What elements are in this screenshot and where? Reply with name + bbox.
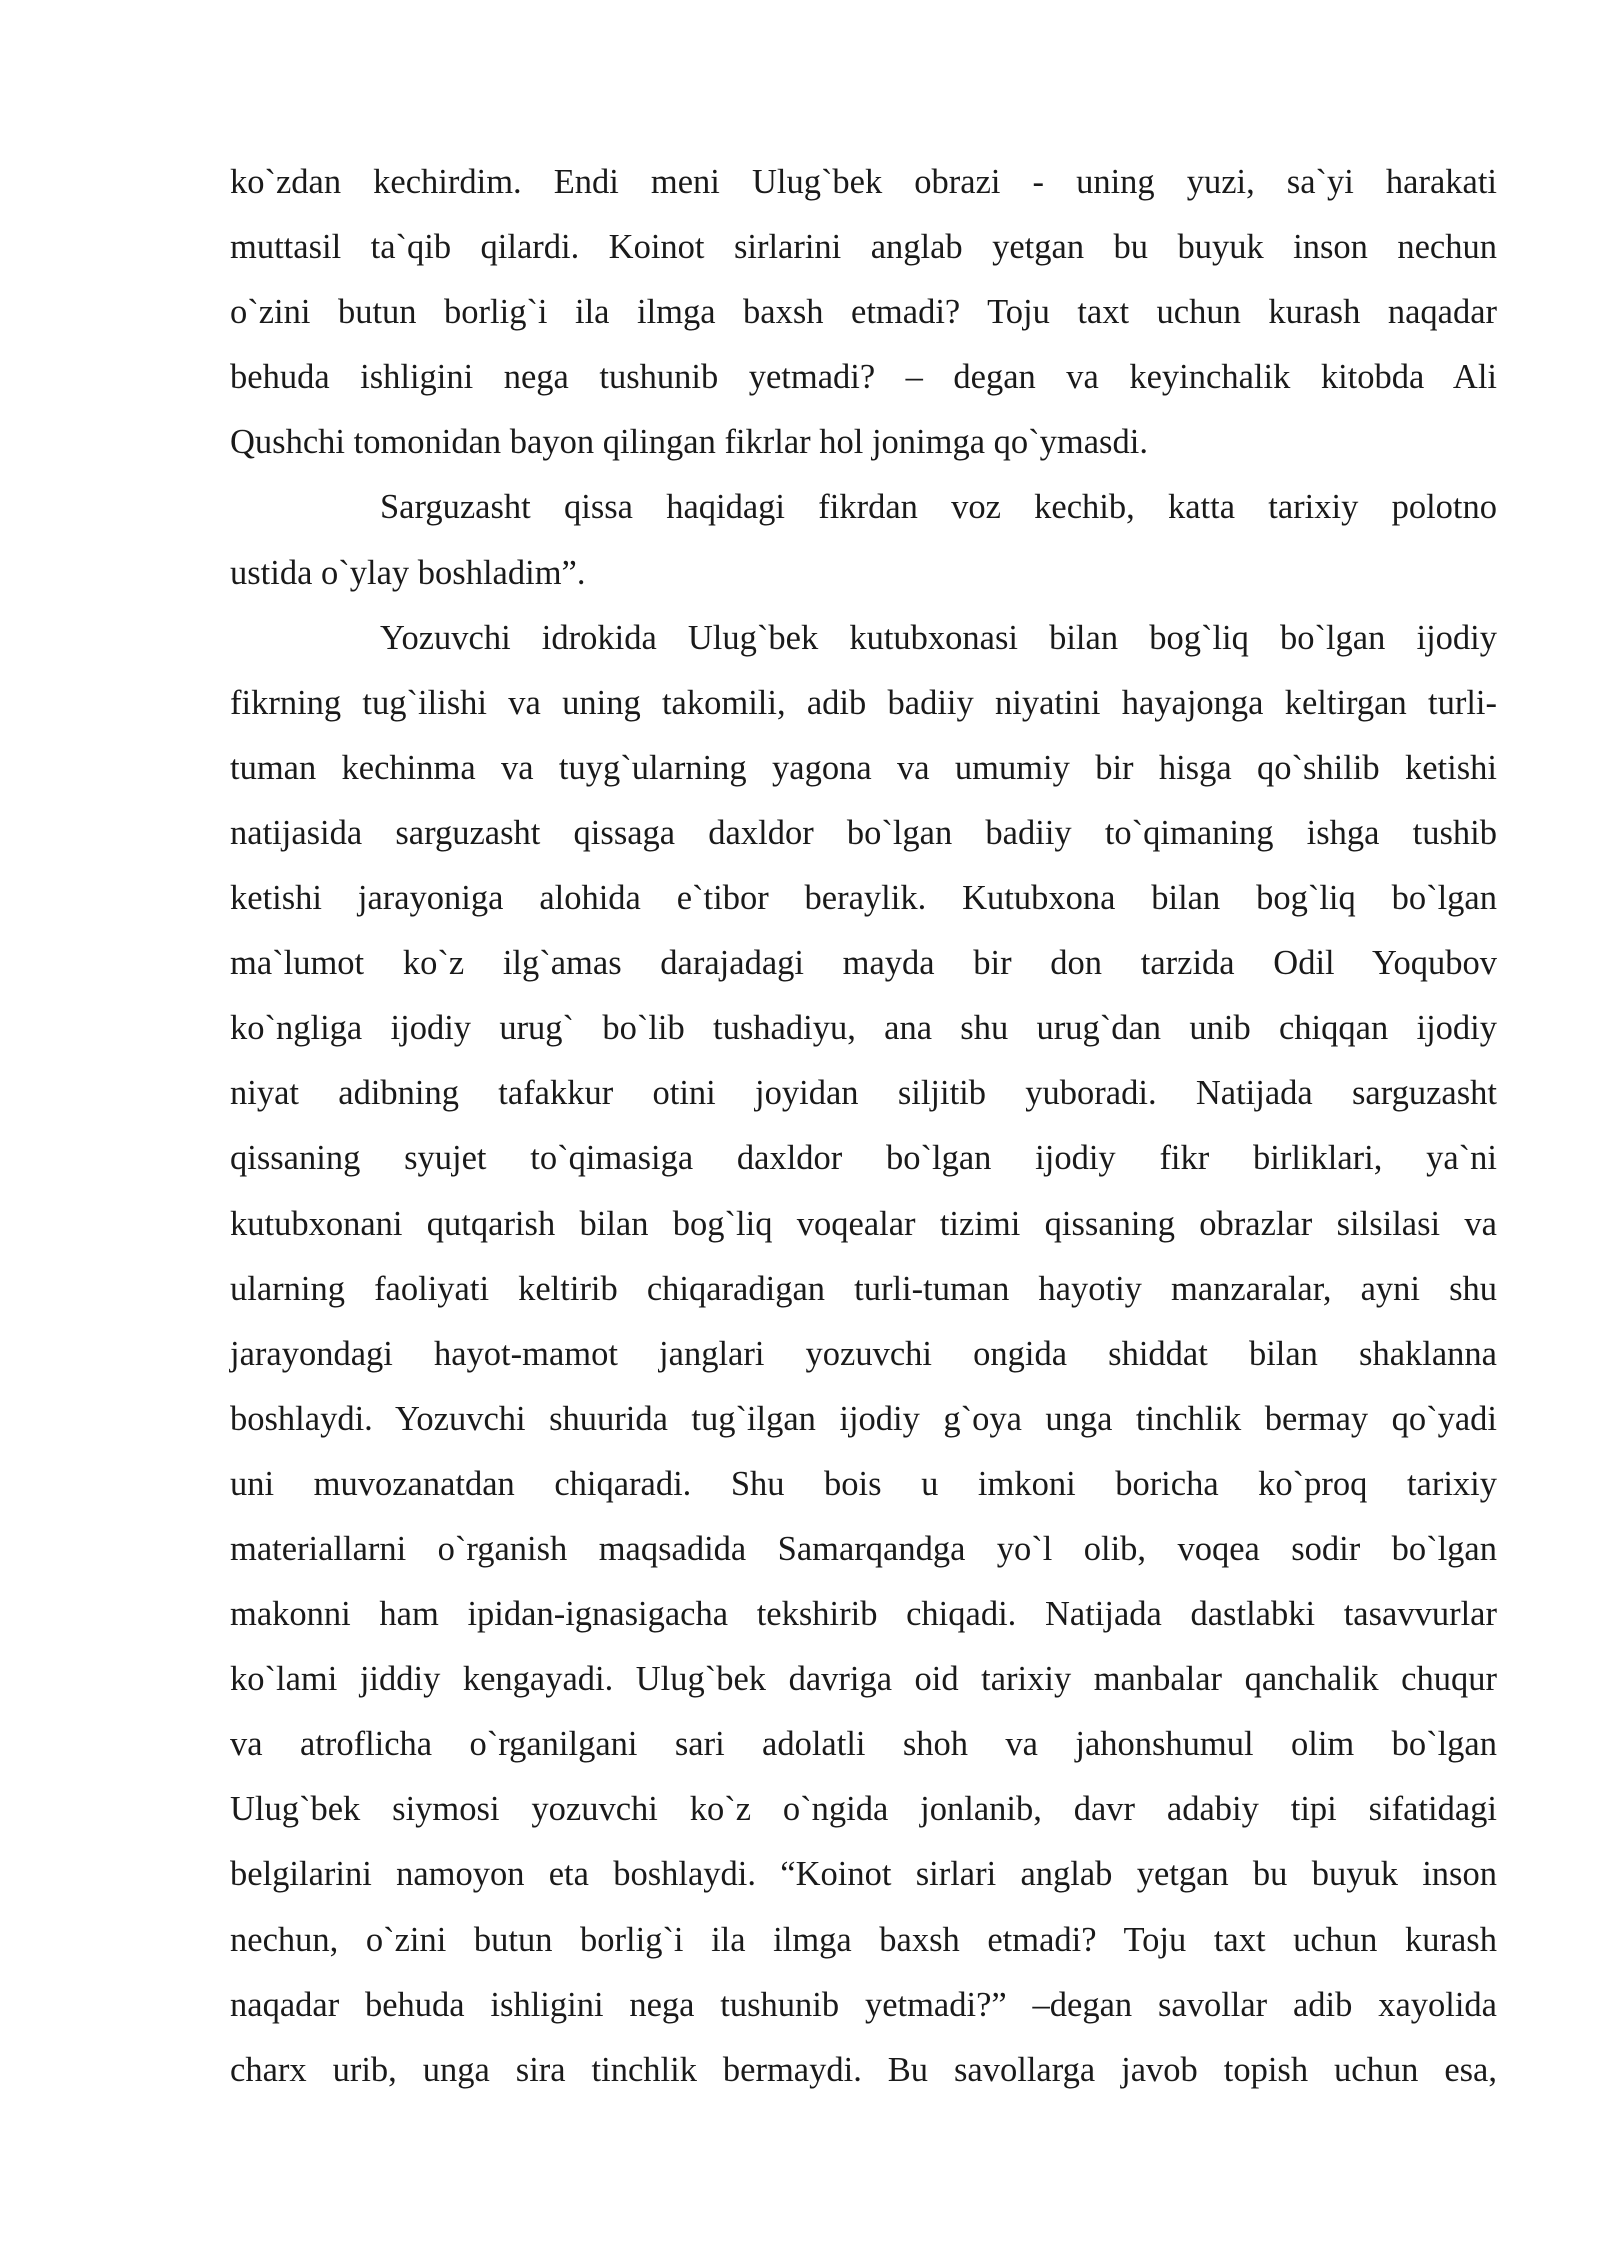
text-line: jarayondagi hayot-mamot janglari yozuvchi ongida shiddat bilan shaklanna [230, 1334, 1497, 1373]
text-line: tuman kechinma va tuyg`ularning yagona va umumiy bir hisga qo`shilib ketishi [230, 748, 1497, 787]
text-line: kutubxonani qutqarish bilan bog`liq voqealar tizimi qissaning obrazlar silsilasi va [230, 1204, 1497, 1243]
text-line: behuda ishligini nega tushunib yetmadi? – degan va keyinchalik kitobda Ali [230, 358, 1497, 397]
text-line: Yozuvchi idrokida Ulug`bek kutubxonasi bilan bog`liq bo`lgan ijodiy [380, 618, 1497, 657]
body-text [230, 150, 1497, 2103]
text-line: ularning faoliyati keltirib chiqaradigan turli-tuman hayotiy manzaralar, ayni shu [230, 1269, 1497, 1308]
text-line: Qushchi tomonidan bayon qilingan fikrlar hol jonimga qo`ymasdi. [230, 423, 1148, 462]
text-line: fikrning tug`ilishi va uning takomili, adib badiiy niyatini hayajonga keltirgan turli- [230, 683, 1497, 722]
text-line: Sarguzasht qissa haqidagi fikrdan voz kechib, katta tarixiy polotno [380, 488, 1497, 527]
text-line: muttasil ta`qib qilardi. Koinot sirlarini anglab yetgan bu buyuk inson nechun [230, 228, 1497, 267]
text-line: naqadar behuda ishligini nega tushunib yetmadi?” –degan savollar adib xayolida [230, 1985, 1497, 2024]
text-line: ustida o`ylay boshladim”. [230, 553, 586, 592]
text-line: charx urib, unga sira tinchlik bermaydi. Bu savollarga javob topish uchun esa, [230, 2050, 1497, 2089]
text-line: uni muvozanatdan chiqaradi. Shu bois u imkoni boricha ko`proq tarixiy [230, 1464, 1497, 1503]
text-line: makonni ham ipidan-ignasigacha tekshirib chiqadi. Natijada dastlabki tasavvurlar [230, 1595, 1497, 1634]
text-line: niyat adibning tafakkur otini joyidan siljitib yuboradi. Natijada sarguzasht [230, 1074, 1497, 1113]
text-line: qissaning syujet to`qimasiga daxldor bo`lgan ijodiy fikr birliklari, ya`ni [230, 1139, 1497, 1178]
text-line: ko`ngliga ijodiy urug` bo`lib tushadiyu, ana shu urug`dan unib chiqqan ijodiy [230, 1009, 1497, 1048]
text-line: o`zini butun borlig`i ila ilmga baxsh etmadi? Toju taxt uchun kurash naqadar [230, 293, 1497, 332]
text-line: ko`lami jiddiy kengayadi. Ulug`bek davriga oid tarixiy manbalar qanchalik chuqur [230, 1660, 1497, 1699]
text-line: natijasida sarguzasht qissaga daxldor bo`lgan badiiy to`qimaning ishga tushib [230, 813, 1497, 852]
text-line: materiallarni o`rganish maqsadida Samarqandga yo`l olib, voqea sodir bo`lgan [230, 1529, 1497, 1568]
text-line: boshlaydi. Yozuvchi shuurida tug`ilgan ijodiy g`oya unga tinchlik bermay qo`yadi [230, 1399, 1497, 1438]
text-line: Ulug`bek siymosi yozuvchi ko`z o`ngida jonlanib, davr adabiy tipi sifatidagi [230, 1790, 1497, 1829]
text-line: ko`zdan kechirdim. Endi meni Ulug`bek obrazi - uning yuzi, sa`yi harakati [230, 163, 1497, 201]
text-line: ma`lumot ko`z ilg`amas darajadagi mayda bir don tarzida Odil Yoqubov [230, 944, 1497, 983]
text-line: belgilarini namoyon eta boshlaydi. “Koinot sirlari anglab yetgan bu buyuk inson [230, 1855, 1497, 1894]
text-line: nechun, o`zini butun borlig`i ila ilmga baxsh etmadi? Toju taxt uchun kurash [230, 1920, 1497, 1959]
text-line: va atroflicha o`rganilgani sari adolatli shoh va jahonshumul olim bo`lgan [230, 1725, 1497, 1764]
text-line: ketishi jarayoniga alohida e`tibor beraylik. Kutubxona bilan bog`liq bo`lgan [230, 879, 1497, 918]
